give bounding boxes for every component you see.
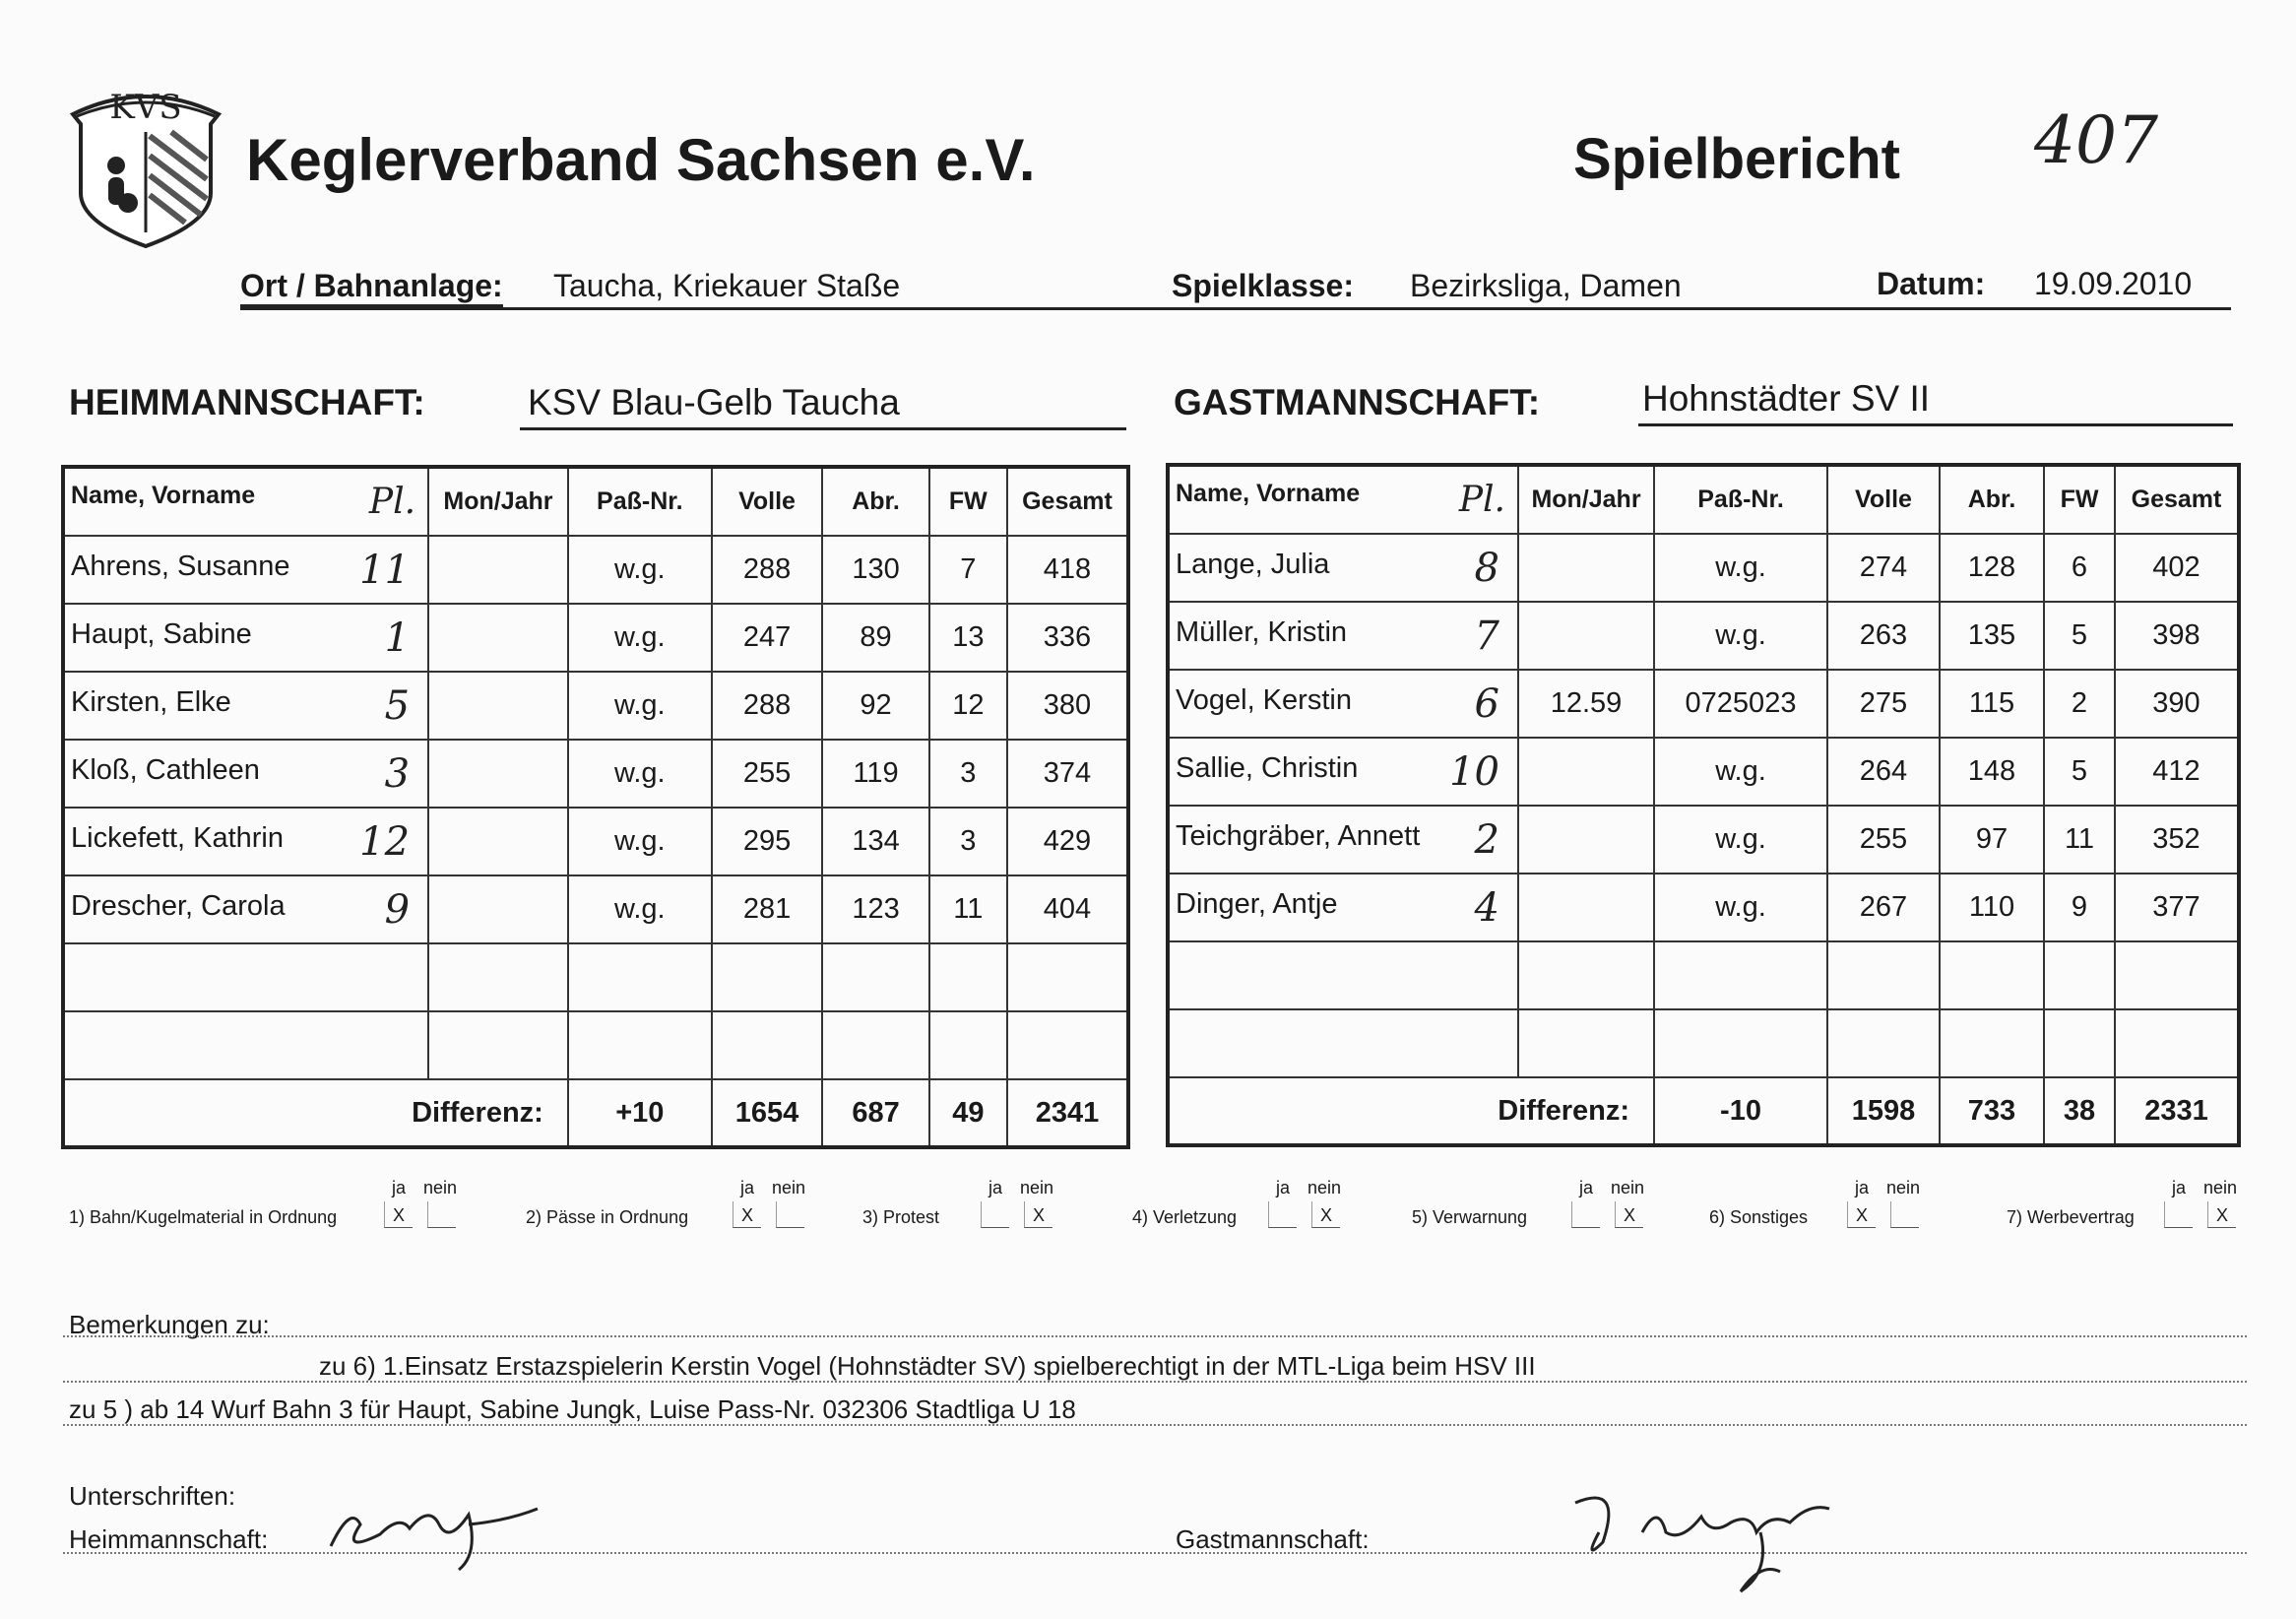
- player-lane-handwritten: 3: [384, 750, 411, 797]
- player-name: [1168, 670, 1518, 738]
- difference-value: -10: [1654, 1077, 1827, 1145]
- player-gesamt: 412: [2115, 738, 2239, 806]
- player-fw: 12: [929, 672, 1007, 740]
- player-gesamt: 336: [1007, 604, 1128, 672]
- player-volle: 295: [712, 808, 823, 875]
- col-abr-header: Abr.: [822, 467, 928, 536]
- class-value: Bezirksliga, Damen: [1410, 268, 1682, 303]
- player-fw: 3: [929, 740, 1007, 808]
- player-pass: w.g.: [568, 808, 712, 875]
- player-abr: [1940, 1009, 2044, 1077]
- player-row: [63, 672, 1128, 740]
- player-pass: [1654, 941, 1827, 1009]
- home-signature-label: Heimmannschaft:: [69, 1524, 269, 1554]
- player-fw: [2044, 1009, 2115, 1077]
- player-row: [63, 808, 1128, 875]
- player-pass: w.g.: [1654, 738, 1827, 806]
- player-fw: 13: [929, 604, 1007, 672]
- class-label: Spielklasse:: [1172, 268, 1354, 303]
- guest-signature-label: Gastmannschaft:: [1176, 1524, 1370, 1554]
- ja-heading: ja: [1579, 1178, 1594, 1198]
- player-lane-handwritten: 8: [1474, 545, 1499, 591]
- player-name: [63, 1011, 428, 1079]
- player-gesamt: [2115, 941, 2239, 1009]
- player-volle: 255: [712, 740, 823, 808]
- difference-label: Differenz:: [1168, 1077, 1654, 1145]
- player-abr: 135: [1940, 602, 2044, 670]
- player-fw: 7: [929, 536, 1007, 604]
- player-monjahr: [428, 536, 568, 604]
- player-pass: w.g.: [1654, 534, 1827, 602]
- remark-line-2: zu 5 ) ab 14 Wurf Bahn 3 für Haupt, Sabine Jungk, Luise Pass-Nr. 032306 Stadtliga U 18: [69, 1394, 1076, 1424]
- player-name-text: Vogel, Kerstin: [1176, 683, 1352, 716]
- home-signature: [321, 1485, 547, 1574]
- ja-heading: ja: [1276, 1178, 1291, 1198]
- player-lane-handwritten: 4: [1474, 884, 1499, 931]
- player-volle: 267: [1827, 874, 1940, 941]
- check-label: 7) Werbevertrag: [2007, 1207, 2135, 1227]
- player-row: [1168, 534, 2239, 602]
- nein-heading: nein: [1886, 1178, 1921, 1198]
- player-row: [1168, 806, 2239, 874]
- player-name-text: Haupt, Sabine: [71, 617, 252, 650]
- col-monjahr-header: Mon/Jahr: [428, 467, 568, 536]
- home-team-name: KSV Blau-Gelb Taucha: [528, 382, 900, 422]
- signatures-label: Unterschriften:: [69, 1481, 236, 1511]
- check-item: [1132, 1178, 1343, 1237]
- svg-text:KVS: KVS: [109, 88, 182, 127]
- player-abr: [822, 1011, 928, 1079]
- guest-signature: [1563, 1473, 1859, 1601]
- player-lane-handwritten: 2: [1474, 816, 1499, 863]
- player-pass: [568, 1011, 712, 1079]
- player-gesamt: [1007, 943, 1128, 1011]
- col-name-header: Name, Vorname Pl.: [1168, 465, 1518, 534]
- player-row: [1168, 941, 2239, 1009]
- check-label: 5) Verwarnung: [1412, 1207, 1528, 1227]
- player-volle: 275: [1827, 670, 1940, 738]
- nein-heading: nein: [2203, 1178, 2238, 1198]
- player-monjahr: [1518, 602, 1654, 670]
- player-volle: 288: [712, 672, 823, 740]
- player-name: [1168, 738, 1518, 806]
- player-name: [1168, 874, 1518, 941]
- meta-line: [240, 307, 2231, 310]
- player-volle: [1827, 941, 1940, 1009]
- player-fw: 11: [929, 875, 1007, 943]
- player-name: [1168, 941, 1518, 1009]
- ja-checkbox[interactable]: X: [384, 1201, 413, 1228]
- player-gesamt: [2115, 1009, 2239, 1077]
- player-pass: w.g.: [1654, 602, 1827, 670]
- player-monjahr: [428, 604, 568, 672]
- difference-value: +10: [568, 1079, 712, 1147]
- player-pass: w.g.: [1654, 874, 1827, 941]
- player-row: [1168, 602, 2239, 670]
- player-name: [1168, 602, 1518, 670]
- player-monjahr: [428, 740, 568, 808]
- player-row: [63, 1011, 1128, 1079]
- player-row: [1168, 738, 2239, 806]
- player-pass: [568, 943, 712, 1011]
- player-abr: 92: [822, 672, 928, 740]
- ja-heading: ja: [392, 1178, 407, 1198]
- ja-checkbox[interactable]: [981, 1201, 1009, 1228]
- player-gesamt: 402: [2115, 534, 2239, 602]
- player-monjahr: [1518, 874, 1654, 941]
- nein-checkbox[interactable]: [427, 1201, 456, 1228]
- player-name: [1168, 806, 1518, 874]
- player-fw: 5: [2044, 602, 2115, 670]
- nein-heading: nein: [1611, 1178, 1645, 1198]
- player-row: [63, 875, 1128, 943]
- player-volle: [712, 1011, 823, 1079]
- player-fw: [2044, 941, 2115, 1009]
- player-gesamt: 398: [2115, 602, 2239, 670]
- difference-label: Differenz:: [63, 1079, 568, 1147]
- player-abr: 115: [1940, 670, 2044, 738]
- guest-team-underline: [1638, 423, 2233, 426]
- nein-checkbox[interactable]: X: [2207, 1201, 2236, 1228]
- remarks-label: Bemerkungen zu:: [69, 1310, 270, 1339]
- player-monjahr: [1518, 534, 1654, 602]
- check-item: [526, 1178, 807, 1237]
- totals-row: [1168, 1077, 2239, 1145]
- col-gesamt-header: Gesamt: [2115, 465, 2239, 534]
- player-gesamt: 352: [2115, 806, 2239, 874]
- home-team-underline: [520, 427, 1126, 430]
- player-fw: [929, 943, 1007, 1011]
- player-gesamt: 380: [1007, 672, 1128, 740]
- player-fw: [929, 1011, 1007, 1079]
- player-name-text: Sallie, Christin: [1176, 751, 1359, 784]
- guest-header-row: [1168, 465, 2239, 534]
- player-volle: [1827, 1009, 1940, 1077]
- player-name: [63, 875, 428, 943]
- player-abr: 128: [1940, 534, 2044, 602]
- totals-row: [63, 1079, 1128, 1147]
- remarks-rule-1: [63, 1335, 2247, 1337]
- player-lane-handwritten: 7: [1474, 613, 1499, 659]
- player-volle: 263: [1827, 602, 1940, 670]
- col-abr-header: Abr.: [1940, 465, 2044, 534]
- total-fw: 38: [2044, 1077, 2115, 1145]
- player-gesamt: 390: [2115, 670, 2239, 738]
- player-abr: 130: [822, 536, 928, 604]
- nein-heading: nein: [772, 1178, 806, 1198]
- venue-value: Taucha, Kriekauer Staße: [553, 268, 901, 303]
- player-fw: 9: [2044, 874, 2115, 941]
- player-abr: 123: [822, 875, 928, 943]
- ja-checkbox[interactable]: [2164, 1201, 2193, 1228]
- player-volle: 264: [1827, 738, 1940, 806]
- kvs-logo: [63, 85, 228, 250]
- player-name: [1168, 1009, 1518, 1077]
- check-item: [1412, 1178, 1646, 1237]
- player-pass: w.g.: [568, 740, 712, 808]
- player-lane-handwritten: 9: [384, 886, 411, 933]
- player-lane-handwritten: 11: [359, 547, 411, 593]
- player-monjahr: [428, 875, 568, 943]
- check-item: [69, 1178, 459, 1237]
- total-fw: 49: [929, 1079, 1007, 1147]
- player-name: [63, 943, 428, 1011]
- player-fw: 11: [2044, 806, 2115, 874]
- player-gesamt: 404: [1007, 875, 1128, 943]
- player-fw: 6: [2044, 534, 2115, 602]
- player-name: [63, 808, 428, 875]
- player-lane-handwritten: 5: [384, 682, 411, 729]
- col-volle-header: Volle: [712, 467, 823, 536]
- player-volle: 274: [1827, 534, 1940, 602]
- player-gesamt: 418: [1007, 536, 1128, 604]
- player-pass: w.g.: [1654, 806, 1827, 874]
- player-lane-handwritten: 6: [1474, 680, 1499, 727]
- player-volle: 281: [712, 875, 823, 943]
- ja-heading: ja: [740, 1178, 755, 1198]
- player-monjahr: [428, 672, 568, 740]
- player-row: [63, 740, 1128, 808]
- nein-checkbox[interactable]: X: [1311, 1201, 1340, 1228]
- nein-checkbox[interactable]: [1890, 1201, 1919, 1228]
- venue-label: Ort / Bahnanlage:: [240, 268, 503, 307]
- player-name-text: Teichgräber, Annett: [1176, 819, 1421, 852]
- nein-checkbox[interactable]: X: [1024, 1201, 1052, 1228]
- player-monjahr: [1518, 941, 1654, 1009]
- player-monjahr: 12.59: [1518, 670, 1654, 738]
- col-gesamt-header: Gesamt: [1007, 467, 1128, 536]
- player-row: [1168, 1009, 2239, 1077]
- col-volle-header: Volle: [1827, 465, 1940, 534]
- player-abr: 97: [1940, 806, 2044, 874]
- col-fw-header: FW: [2044, 465, 2115, 534]
- ja-heading: ja: [2172, 1178, 2187, 1198]
- player-gesamt: 429: [1007, 808, 1128, 875]
- total-volle: 1654: [712, 1079, 823, 1147]
- col-name-header: Name, Vorname Pl.: [63, 467, 428, 536]
- check-item: [862, 1178, 1055, 1237]
- player-pass: w.g.: [568, 875, 712, 943]
- remark-line-1: zu 6) 1.Einsatz Erstazspielerin Kerstin Vogel (Hohnstädter SV) spielberechtigt in der MTL-Liga beim HSV III: [319, 1351, 1536, 1381]
- nein-heading: nein: [1020, 1178, 1054, 1198]
- player-gesamt: [1007, 1011, 1128, 1079]
- player-name: [63, 672, 428, 740]
- player-name-text: Kirsten, Elke: [71, 685, 231, 718]
- total-gesamt: 2341: [1007, 1079, 1128, 1147]
- player-name: [63, 740, 428, 808]
- player-pass: w.g.: [568, 536, 712, 604]
- player-row: [63, 943, 1128, 1011]
- player-name-text: Ahrens, Susanne: [71, 550, 290, 582]
- nein-checkbox[interactable]: X: [1615, 1201, 1643, 1228]
- player-lane-handwritten: 1: [384, 615, 411, 661]
- player-name-text: Lickefett, Kathrin: [71, 821, 284, 854]
- total-abr: 733: [1940, 1077, 2044, 1145]
- check-item: [1709, 1178, 1922, 1237]
- date-value: 19.09.2010: [2034, 266, 2193, 301]
- home-header-row: [63, 467, 1128, 536]
- player-monjahr: [428, 943, 568, 1011]
- col-pass-header: Paß-Nr.: [1654, 465, 1827, 534]
- player-monjahr: [1518, 806, 1654, 874]
- player-abr: [1940, 941, 2044, 1009]
- ja-checkbox[interactable]: X: [733, 1201, 761, 1228]
- player-row: [63, 536, 1128, 604]
- col-fw-header: FW: [929, 467, 1007, 536]
- player-abr: 110: [1940, 874, 2044, 941]
- check-label: 1) Bahn/Kugelmaterial in Ordnung: [69, 1207, 338, 1227]
- col-pass-header: Paß-Nr.: [568, 467, 712, 536]
- player-name: [63, 536, 428, 604]
- home-score-table: [61, 465, 1130, 1149]
- player-gesamt: 374: [1007, 740, 1128, 808]
- check-label: 3) Protest: [862, 1207, 940, 1227]
- report-number-handwritten: 407: [2034, 102, 2158, 178]
- player-abr: 148: [1940, 738, 2044, 806]
- player-name-text: Kloß, Cathleen: [71, 753, 260, 786]
- ja-checkbox[interactable]: X: [1847, 1201, 1876, 1228]
- player-abr: 89: [822, 604, 928, 672]
- player-name: [63, 604, 428, 672]
- nein-checkbox[interactable]: [776, 1201, 804, 1228]
- player-volle: 288: [712, 536, 823, 604]
- home-team-label: HEIMMANNSCHAFT:: [69, 382, 425, 422]
- player-name: [1168, 534, 1518, 602]
- player-monjahr: [428, 808, 568, 875]
- player-name-text: Drescher, Carola: [71, 889, 286, 922]
- player-pass: [1654, 1009, 1827, 1077]
- player-monjahr: [428, 1011, 568, 1079]
- remarks-rule-3: [63, 1424, 2247, 1426]
- guest-team-label: GASTMANNSCHAFT:: [1174, 382, 1541, 422]
- player-abr: 119: [822, 740, 928, 808]
- player-lane-handwritten: 10: [1449, 748, 1499, 795]
- player-volle: [712, 943, 823, 1011]
- player-name-text: Lange, Julia: [1176, 548, 1330, 580]
- player-monjahr: [1518, 738, 1654, 806]
- player-abr: 134: [822, 808, 928, 875]
- player-pass: w.g.: [568, 672, 712, 740]
- check-label: 2) Pässe in Ordnung: [526, 1207, 689, 1227]
- check-item: [2007, 1178, 2239, 1237]
- player-name-text: Dinger, Antje: [1176, 887, 1338, 920]
- player-name-text: Müller, Kristin: [1176, 615, 1348, 648]
- col-monjahr-header: Mon/Jahr: [1518, 465, 1654, 534]
- report-title: Spielbericht: [1573, 127, 1900, 191]
- player-row: [1168, 874, 2239, 941]
- player-volle: 247: [712, 604, 823, 672]
- total-gesamt: 2331: [2115, 1077, 2239, 1145]
- player-gesamt: 377: [2115, 874, 2239, 941]
- nein-heading: nein: [423, 1178, 458, 1198]
- nein-heading: nein: [1307, 1178, 1342, 1198]
- ja-checkbox[interactable]: [1268, 1201, 1297, 1228]
- ja-heading: ja: [1855, 1178, 1870, 1198]
- player-fw: 2: [2044, 670, 2115, 738]
- remarks-rule-2: [63, 1381, 2247, 1383]
- player-pass: w.g.: [568, 604, 712, 672]
- guest-score-table: [1166, 463, 2241, 1147]
- guest-team-name: Hohnstädter SV II: [1642, 378, 1931, 419]
- ja-heading: ja: [989, 1178, 1003, 1198]
- player-row: [1168, 670, 2239, 738]
- total-volle: 1598: [1827, 1077, 1940, 1145]
- player-row: [63, 604, 1128, 672]
- player-monjahr: [1518, 1009, 1654, 1077]
- ja-checkbox[interactable]: [1571, 1201, 1600, 1228]
- total-abr: 687: [822, 1079, 928, 1147]
- player-volle: 255: [1827, 806, 1940, 874]
- date-label: Datum:: [1877, 266, 1986, 301]
- player-fw: 5: [2044, 738, 2115, 806]
- check-label: 6) Sonstiges: [1709, 1207, 1809, 1227]
- player-abr: [822, 943, 928, 1011]
- player-fw: 3: [929, 808, 1007, 875]
- player-lane-handwritten: 12: [359, 818, 411, 865]
- organization-name: Keglerverband Sachsen e.V.: [246, 127, 1036, 193]
- player-pass: 0725023: [1654, 670, 1827, 738]
- check-label: 4) Verletzung: [1132, 1207, 1238, 1227]
